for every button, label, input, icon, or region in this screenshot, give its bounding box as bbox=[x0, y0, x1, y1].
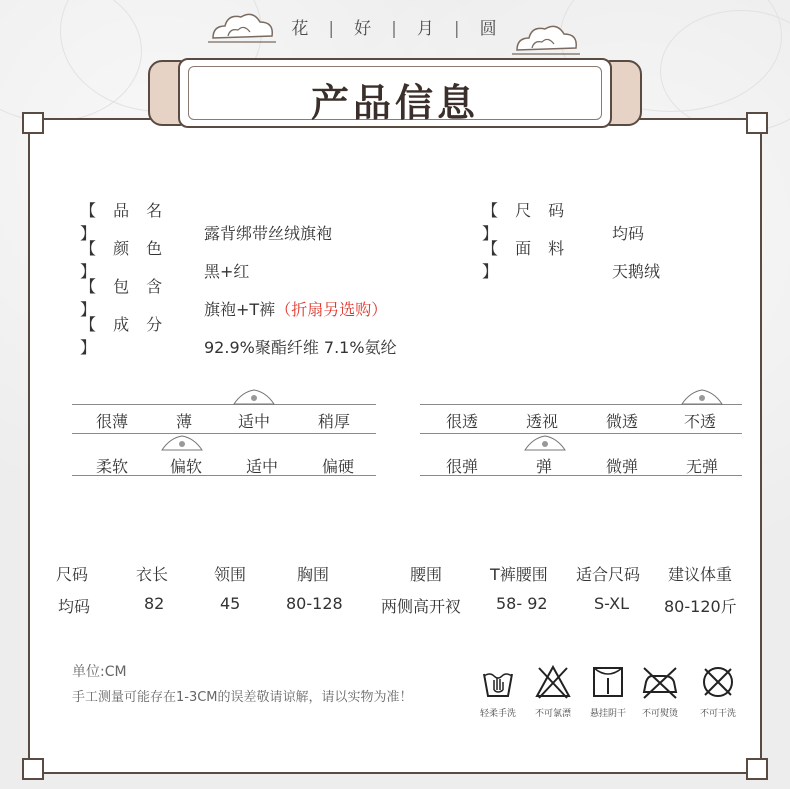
scale-option: 很透 bbox=[446, 412, 479, 431]
scale-option: 很薄 bbox=[96, 412, 129, 431]
scale-option: 偏硬 bbox=[322, 457, 355, 476]
info-label: 【 尺 码 】 bbox=[482, 201, 571, 243]
table-cell: 两侧高开衩 bbox=[381, 597, 462, 616]
table-cell: 80-128 bbox=[286, 594, 343, 613]
info-value: 旗袍+T裤 bbox=[204, 300, 276, 319]
care-item bbox=[525, 664, 581, 724]
thickness-scale bbox=[72, 409, 376, 431]
scale-option-selected: 适中 bbox=[238, 412, 271, 431]
cloud-ornament-icon bbox=[208, 8, 278, 48]
scale-option: 透视 bbox=[526, 412, 559, 431]
info-value: 天鹅绒 bbox=[612, 262, 661, 281]
info-label: 【 成 分 】 bbox=[80, 315, 169, 357]
table-header: 适合尺码 bbox=[576, 565, 641, 584]
scale-option: 稍厚 bbox=[318, 412, 351, 431]
scale-option: 薄 bbox=[176, 412, 193, 431]
tagline-char: 花 bbox=[291, 19, 311, 39]
care-label: 轻柔手洗 bbox=[479, 709, 516, 719]
softness-scale bbox=[72, 454, 376, 476]
scale-option-selected: 弹 bbox=[536, 457, 553, 476]
info-fabric bbox=[482, 236, 660, 282]
tagline-char: 圆 bbox=[479, 19, 499, 39]
care-label: 不可氯漂 bbox=[534, 709, 571, 719]
table-header: 尺码 bbox=[56, 565, 89, 584]
table-header: 领围 bbox=[214, 565, 247, 584]
no-bleach-icon bbox=[535, 664, 571, 700]
table-cell: 80-120斤 bbox=[664, 597, 737, 616]
no-iron-icon bbox=[640, 664, 680, 700]
care-label: 不可干洗 bbox=[699, 709, 736, 719]
table-cell: S-XL bbox=[594, 594, 630, 613]
care-item bbox=[470, 664, 526, 724]
table-header: 胸围 bbox=[297, 565, 330, 584]
selected-marker-icon bbox=[232, 388, 276, 406]
info-label: 【 品 名 】 bbox=[80, 201, 169, 243]
info-value: 均码 bbox=[612, 224, 645, 243]
scale-option-selected: 不透 bbox=[684, 412, 717, 431]
info-note: （折扇另选购） bbox=[275, 300, 388, 319]
scale-option: 微弹 bbox=[606, 457, 639, 476]
title-plaque bbox=[178, 58, 612, 128]
scale-divider bbox=[72, 404, 376, 405]
care-item bbox=[690, 664, 746, 724]
scale-divider bbox=[420, 433, 742, 434]
table-header-row bbox=[48, 562, 748, 584]
info-material bbox=[80, 312, 397, 358]
frame-corner bbox=[746, 758, 768, 780]
table-cell: 均码 bbox=[58, 597, 91, 616]
care-item bbox=[632, 664, 688, 724]
unit-label: 单位:CM bbox=[72, 664, 127, 680]
info-label: 【 包 含 】 bbox=[80, 277, 169, 319]
table-cell: 82 bbox=[144, 594, 165, 613]
info-value: 92.9%聚酯纤维 7.1%氨纶 bbox=[204, 338, 397, 357]
measurement-note: 手工测量可能存在1-3CM的误差敬请谅解，请以实物为准！ bbox=[72, 690, 413, 705]
tagline-char: 月 bbox=[416, 19, 436, 39]
hang-dry-shade-icon bbox=[590, 664, 626, 700]
tagline-char: 好 bbox=[354, 19, 374, 39]
table-cell: 58- 92 bbox=[496, 594, 548, 613]
table-header: T裤腰围 bbox=[490, 565, 548, 584]
frame-corner bbox=[746, 112, 768, 134]
info-label: 【 面 料 】 bbox=[482, 239, 571, 281]
tagline: 花 | 好 | 月 | 圆 bbox=[291, 19, 499, 39]
frame-corner bbox=[22, 758, 44, 780]
care-item bbox=[580, 664, 636, 724]
frame-corner bbox=[22, 112, 44, 134]
info-label: 【 颜 色 】 bbox=[80, 239, 169, 281]
scale-divider bbox=[72, 433, 376, 434]
selected-marker-icon bbox=[523, 434, 567, 452]
page-title: 产品信息 bbox=[310, 80, 479, 125]
elasticity-scale bbox=[420, 454, 742, 476]
selected-marker-icon bbox=[160, 434, 204, 452]
table-header: 衣长 bbox=[136, 565, 169, 584]
table-header: 建议体重 bbox=[668, 565, 733, 584]
hand-wash-icon bbox=[480, 664, 516, 700]
scale-option: 适中 bbox=[246, 457, 279, 476]
transparency-scale bbox=[420, 409, 742, 431]
care-label: 不可熨烫 bbox=[641, 709, 678, 719]
scale-option: 柔软 bbox=[96, 457, 129, 476]
scale-option: 很弹 bbox=[446, 457, 479, 476]
scale-option-selected: 偏软 bbox=[170, 457, 203, 476]
selected-marker-icon bbox=[680, 388, 724, 406]
cloud-ornament-icon bbox=[512, 20, 582, 60]
care-label: 悬挂阴干 bbox=[589, 709, 626, 719]
table-header: 腰围 bbox=[410, 565, 443, 584]
no-dry-clean-icon bbox=[700, 664, 736, 700]
info-value: 露背绑带丝绒旗袍 bbox=[204, 224, 333, 243]
table-cell: 45 bbox=[220, 594, 241, 613]
table-row bbox=[48, 594, 748, 616]
scale-option: 微透 bbox=[606, 412, 639, 431]
scale-option: 无弹 bbox=[686, 457, 719, 476]
info-value: 黑+红 bbox=[204, 262, 250, 281]
